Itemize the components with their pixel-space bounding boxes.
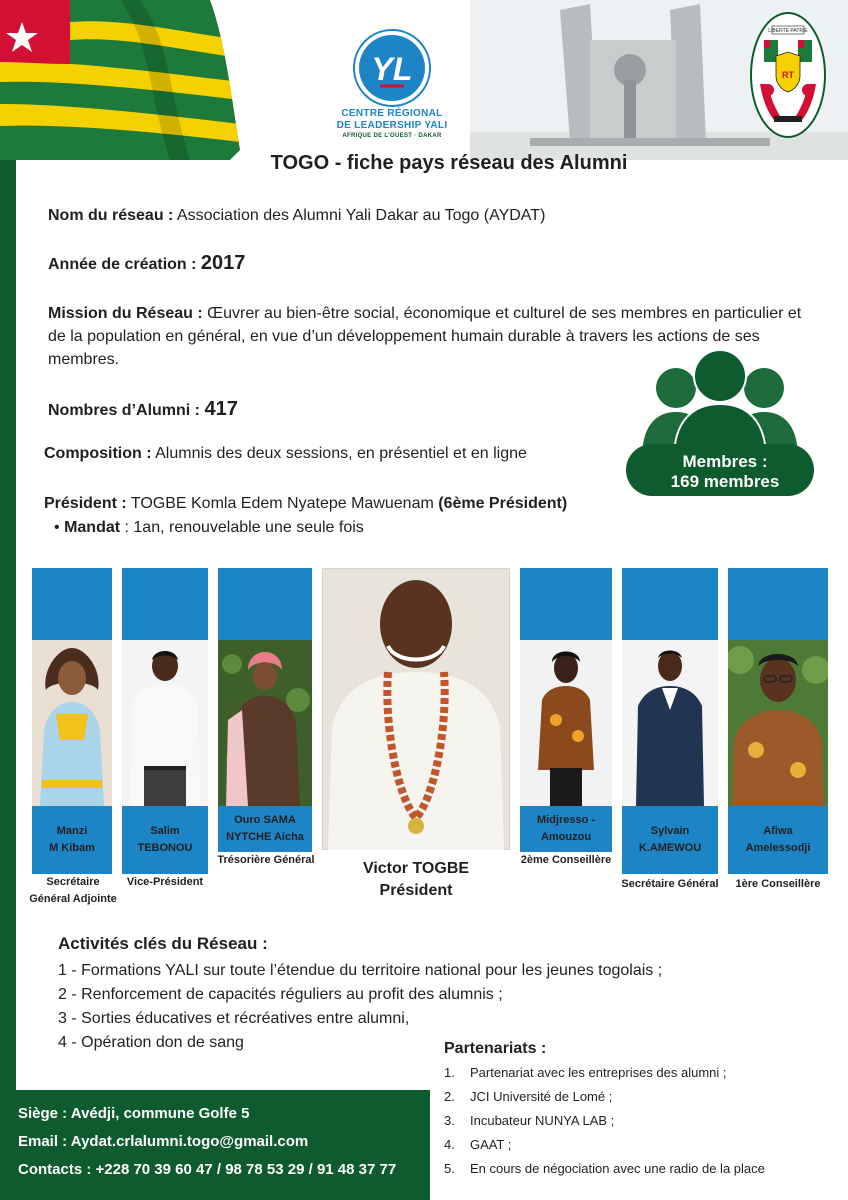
president-rank: (6ème Président) (438, 495, 568, 512)
member-photo-sylvain (622, 640, 718, 806)
network-name-label: Nom du réseau : (48, 207, 174, 224)
partnership-item (444, 1136, 844, 1154)
composition-row (44, 442, 644, 465)
yali-logo-text-line2: DE LEADERSHIP YALI (336, 120, 448, 131)
partnership-number: 4. (444, 1137, 455, 1152)
composition-value: Alumnis des deux sessions, en présentiel et en ligne (151, 445, 527, 462)
activity-item: 2 - Renforcement de capacités réguliers au profit des alumnis ; (58, 986, 503, 1003)
partnership-number: 5. (444, 1161, 455, 1176)
yali-logo-icon (352, 28, 432, 108)
partnership-item (444, 1088, 844, 1106)
yali-logo-text-line3: AFRIQUE DE L'OUEST · DAKAR (342, 133, 442, 139)
member-name-salim (122, 806, 208, 874)
member-name-line2: NYTCHE Aicha (226, 831, 304, 843)
partnership-item (444, 1112, 844, 1130)
activities-title: Activités clés du Réseau : (58, 934, 268, 953)
member-role-line1: 2ème Conseillère (520, 854, 612, 866)
member-name-line1: Afiwa (763, 825, 793, 837)
partnerships-title: Partenariats : (444, 1040, 547, 1057)
member-role-line1: Vice-Président (126, 876, 204, 888)
member-role-line2: Général Adjointe (29, 893, 117, 905)
member-role-line1: Président (379, 882, 453, 899)
partnership-number: 1. (444, 1065, 455, 1080)
member-photo-victor-togbe (322, 568, 510, 850)
emblem-initials-text: RT (782, 70, 794, 80)
member-name-line1: Midjresso - (536, 814, 596, 826)
partnership-item (444, 1160, 844, 1178)
contact-phones: Contacts : +228 70 39 60 47 / 98 78 53 29 / 91 48 37 77 (18, 1161, 397, 1178)
emblem-banner-text: LIBERTE PATRIE (768, 28, 808, 34)
creation-year-value: 2017 (200, 252, 246, 274)
partnership-item (444, 1064, 844, 1082)
member-name-manzi (32, 806, 112, 874)
togo-flag-image (0, 0, 240, 160)
partnership-number: 2. (444, 1089, 455, 1104)
activity-item: 1 - Formations YALI sur toute l’étendue du territoire national pour les jeunes togolais ; (58, 962, 663, 979)
mandate-row (54, 516, 654, 539)
team-card-top (32, 568, 112, 640)
member-name-line1: Salim (150, 825, 180, 837)
activity-item: 4 - Opération don de sang (58, 1034, 244, 1051)
members-label-line1: Membres : (682, 452, 768, 471)
mandate-label: Mandat (64, 519, 121, 536)
member-name-line1: Sylvain (650, 825, 690, 837)
member-role-line1: Secrétaire Général (621, 878, 719, 890)
team-card-top (622, 568, 718, 640)
partnership-text: Incubateur NUNYA LAB ; (470, 1113, 615, 1128)
member-name-line2: Amelessodji (745, 842, 811, 854)
member-photo-manzi (32, 640, 112, 806)
activity-item: 3 - Sorties éducatives et récréatives entre alumni, (58, 1010, 410, 1027)
member-name-line1: Victor TOGBE (362, 860, 470, 877)
creation-year-row (48, 252, 808, 276)
member-photo-ouro-sama (218, 640, 312, 806)
partnership-text: En cours de négociation avec une radio de la place (470, 1161, 765, 1176)
creation-year-label: Année de création : (48, 256, 201, 273)
member-role-midjresso (508, 852, 624, 869)
member-name-ouro-sama (218, 806, 312, 852)
member-name-line2: K.AMEWOU (638, 842, 702, 854)
member-role-afiwa (716, 876, 840, 893)
composition-label: Composition : (44, 445, 152, 462)
member-name-midjresso (520, 806, 612, 852)
member-name-victor-togbe (322, 858, 510, 902)
member-photo-salim (122, 640, 208, 806)
contact-email: Email : Aydat.crlalumni.togo@gmail.com (18, 1133, 309, 1150)
member-photo-midjresso (520, 640, 612, 806)
alumni-count-row (48, 398, 548, 422)
president-label: Président : (44, 495, 127, 512)
team-card-top (122, 568, 208, 640)
mandate-bullet: • (54, 519, 60, 536)
member-role-salim (108, 874, 222, 891)
member-name-line2: TEBONOU (137, 842, 193, 854)
member-name-line2: M Kibam (49, 842, 95, 854)
member-name-line2: Amouzou (540, 831, 592, 843)
partnership-text: Partenariat avec les entreprises des alumni ; (470, 1065, 727, 1080)
member-role-line1: Secrétaire (46, 876, 100, 888)
svg-text:YL: YL (371, 51, 413, 87)
member-role-line1: Trésorière Général (217, 854, 315, 866)
team-card-top (728, 568, 828, 640)
mission-value: Œuvrer au bien-être social, économique et culturel de ses membres en particulier et de la population en général, en vue d’un développement humain durable à travers les actions de ses membres. (48, 305, 802, 368)
network-name-row (48, 204, 808, 227)
network-name-value: Association des Alumni Yali Dakar au Togo (AYDAT) (173, 207, 546, 224)
president-row (44, 492, 684, 515)
member-role-line1: 1ère Conseillère (735, 878, 821, 890)
left-green-bar (0, 0, 16, 1200)
togo-coat-of-arms-icon (750, 12, 826, 138)
members-count-badge (640, 452, 810, 492)
member-name-line1: Manzi (56, 825, 88, 837)
team-card-top (218, 568, 312, 640)
contact-siege: Siège : Avédji, commune Golfe 5 (18, 1105, 250, 1122)
page-title: TOGO - fiche pays réseau des Alumni (270, 152, 628, 174)
alumni-count-label: Nombres d’Alumni : (48, 402, 205, 419)
mandate-value: : 1an, renouvelable une seule fois (120, 519, 364, 536)
mission-label: Mission du Réseau : (48, 305, 203, 322)
member-role-ouro-sama (210, 852, 322, 869)
member-name-afiwa (728, 806, 828, 874)
partnership-text: GAAT ; (470, 1137, 512, 1152)
member-photo-afiwa (728, 640, 828, 806)
partnership-text: JCI Université de Lomé ; (470, 1089, 613, 1104)
team-card-top (520, 568, 612, 640)
member-name-sylvain (622, 806, 718, 874)
alumni-count-value: 417 (204, 398, 238, 420)
president-value: TOGBE Komla Edem Nyatepe Mawuenam (126, 495, 439, 512)
members-label-line2: 169 membres (670, 472, 780, 491)
member-name-line1: Ouro SAMA (234, 814, 296, 826)
partnership-number: 3. (444, 1113, 455, 1128)
yali-logo-text-line1: CENTRE RÉGIONAL (341, 108, 443, 119)
